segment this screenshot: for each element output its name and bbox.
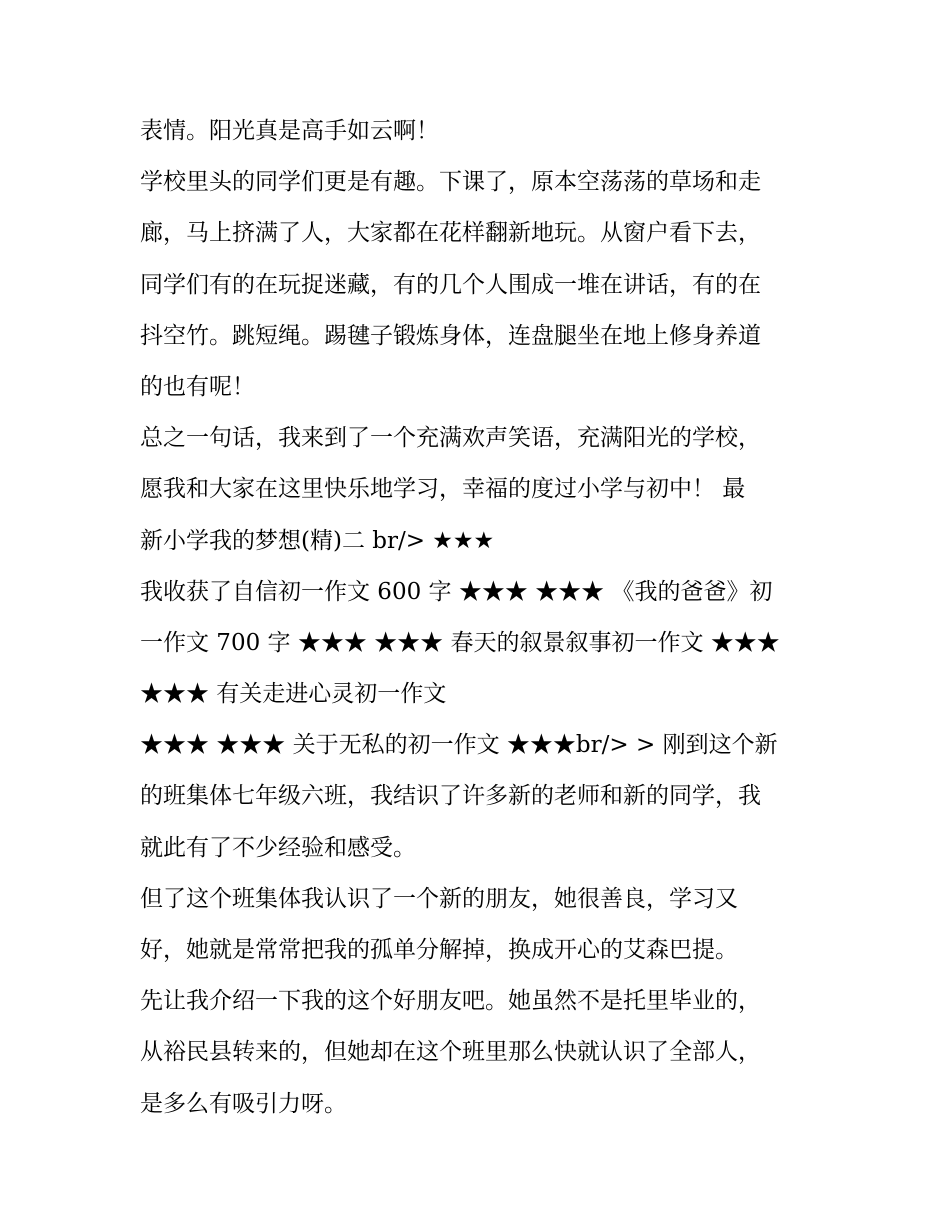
text-line: 就此有了不少经验和感受。 (140, 834, 416, 861)
text-line: 廊，马上挤满了人，大家都在花样翻新地玩。从窗户看下去， (140, 220, 761, 247)
text-line: 我收获了自信初一作文 600 字 ★★★ ★★★ 《我的爸爸》初 (140, 578, 773, 605)
text-line: 先让我介绍一下我的这个好朋友吧。她虽然不是托里毕业的， (140, 988, 761, 1015)
text-line: 的班集体七年级六班，我结识了许多新的老师和新的同学，我 (140, 783, 761, 810)
text-line: 新小学我的梦想(精)二 br/> ★★★ (140, 527, 495, 554)
text-line: ★★★ 有关走进心灵初一作文 (140, 681, 447, 708)
text-line: 抖空竹。跳短绳。踢毽子锻炼身体，连盘腿坐在地上修身养道 (140, 322, 761, 349)
text-line: 是多么有吸引力呀。 (140, 1090, 347, 1117)
text-line: 总之一句话，我来到了一个充满欢声笑语，充满阳光的学校， (140, 425, 761, 452)
text-line: 表情。阳光真是高手如云啊！ (140, 118, 439, 144)
text-line: 好，她就是常常把我的孤单分解掉，换成开心的艾森巴提。 (140, 937, 738, 963)
text-line: 的也有呢！ (140, 373, 255, 400)
text-line: 但了这个班集体我认识了一个新的朋友，她很善良，学习又 (140, 885, 738, 912)
text-line: ★★★ ★★★ 关于无私的初一作文 ★★★br/> > 刚到这个新 (140, 732, 778, 759)
text-line: 学校里头的同学们更是有趣。下课了，原本空荡荡的草场和走 (140, 169, 761, 196)
document-body (140, 106, 820, 1130)
text-line: 一作文 700 字 ★★★ ★★★ 春天的叙景叙事初一作文 ★★★ (140, 629, 780, 656)
text-line: 同学们有的在玩捉迷藏，有的几个人围成一堆在讲话，有的在 (140, 271, 761, 298)
text-line: 愿我和大家在这里快乐地学习，幸福的度过小学与初中！ 最 (140, 476, 746, 503)
text-line: 从裕民县转来的，但她却在这个班里那么快就认识了全部人， (140, 1039, 761, 1066)
